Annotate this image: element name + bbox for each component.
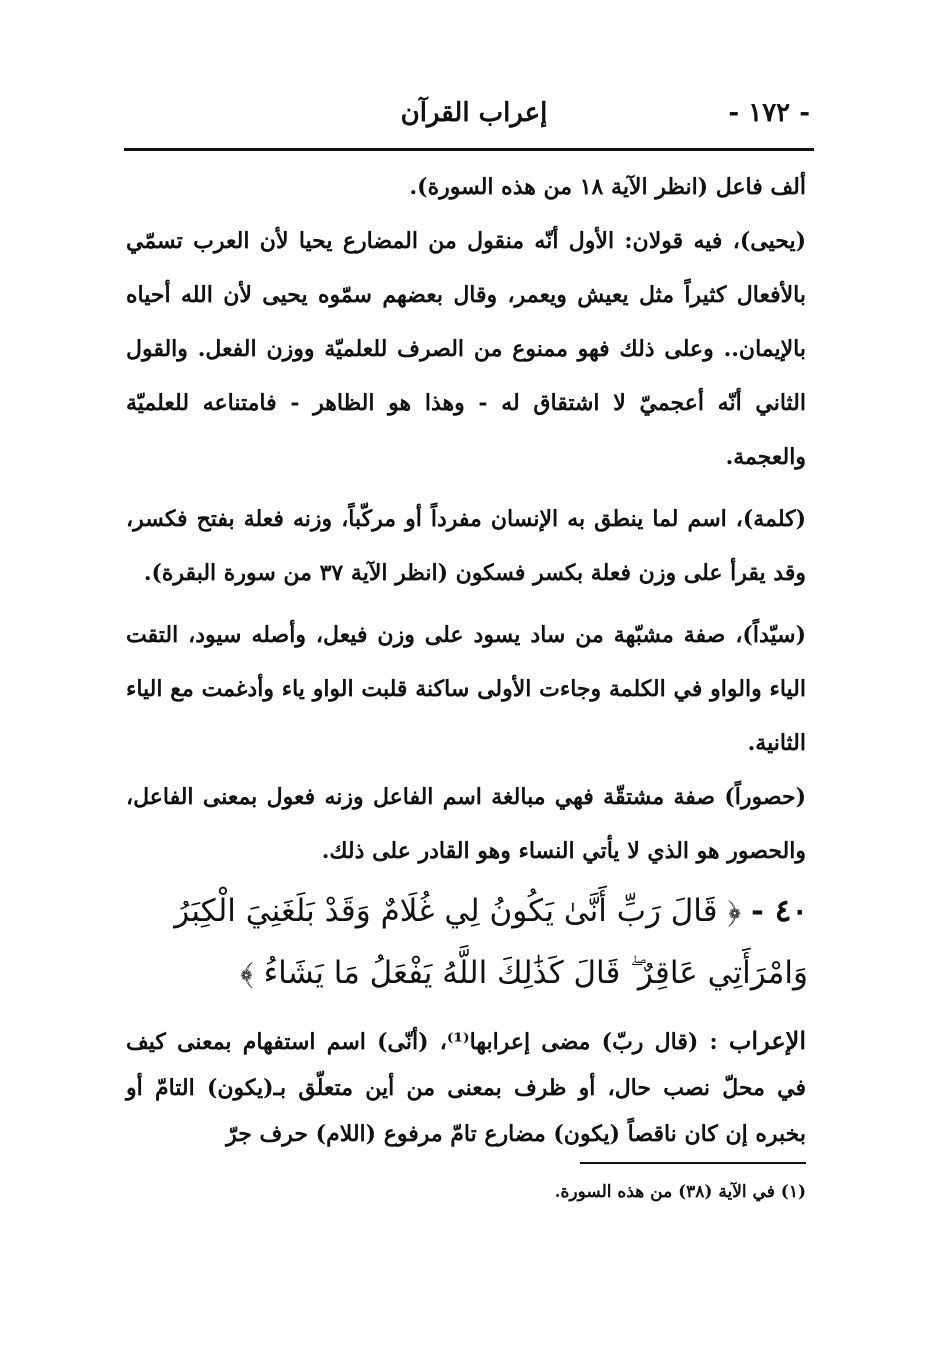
irab-section [126, 1018, 806, 1157]
running-title: إعراب القرآن [400, 98, 548, 128]
commentary-body [126, 160, 806, 878]
paragraph-alif-fa3il: ألف فاعل (انظر الآية ١٨ من هذه السورة). [409, 174, 806, 200]
irab-heading: الإعراب [728, 1026, 806, 1055]
verse-text: ﴿ قَالَ رَبِّ أَنَّىٰ يَكُونُ لِي غُلَامٌ وَقَدْ بَلَغَنِيَ الْكِبَرُ وَامْرَأَتِي عَاقِرٌ ۖ قَالَ كَذَٰلِكَ اللَّهُ يَفْعَلُ مَا يَشَاءُ ﴾ [174, 893, 808, 991]
page-header [124, 92, 814, 140]
header-rule [124, 148, 814, 151]
footnote: (١) في الآية (٣٨) من هذه السورة. [554, 1182, 806, 1202]
irab-text: : (قال ربّ) مضى إعرابها⁽¹⁾، (أنّى) اسم استفهام بمعنى كيف في محلّ نصب حال، أو ظرف بمعنى من أين متعلّق بـ(يكون) التامّ أو بخبره إن كان ناقصاً (يكون) مضارع تامّ مرفوع (اللام) حرف جرّ [126, 1029, 806, 1147]
quran-verse [128, 880, 808, 1004]
paragraph-kalima: (كلمة)، اسم لما ينطق به الإنسان مفرداً أو مركّباً، وزنه فعلة بفتح فكسر، وقد يقرأ على وزن فعلة بكسر فسكون (انظر الآية ٣٧ من سورة البقرة). [126, 506, 806, 586]
paragraph-sayyidan: (سيّداً)، صفة مشبّهة من ساد يسود على وزن فيعل، وأصله سيود، التقت الياء والواو في الكلمة وجاءت الأولى ساكنة قلبت الواو ياء وأدغمت مع الياء الثانية. [126, 622, 806, 756]
verse-number: ٤٠ - [751, 893, 808, 929]
paragraph-hasuran: (حصوراً) صفة مشتقّة فهي مبالغة اسم الفاعل وزنه فعول بمعنى الفاعل، والحصور هو الذي لا يأتي النساء وهو القادر على ذلك. [126, 784, 806, 864]
footnote-rule [580, 1162, 806, 1164]
paragraph-yahya: (يحيى)، فيه قولان: الأول أنّه منقول من المضارع يحيا لأن العرب تسمّي بالأفعال كثيراً مثل يعيش ويعمر، وقال بعضهم سمّوه يحيى لأن الله أحياه بالإيمان.. وعلى ذلك فهو ممنوع من الصرف للعلميّة ووزن الفعل. والقول الثاني أنّه أعجميّ لا اشتقاق له - وهذا هو الظاهر - فامتناعه للعلميّة والعجمة. [126, 228, 806, 470]
page-number: - ١٧٢ - [728, 98, 810, 128]
